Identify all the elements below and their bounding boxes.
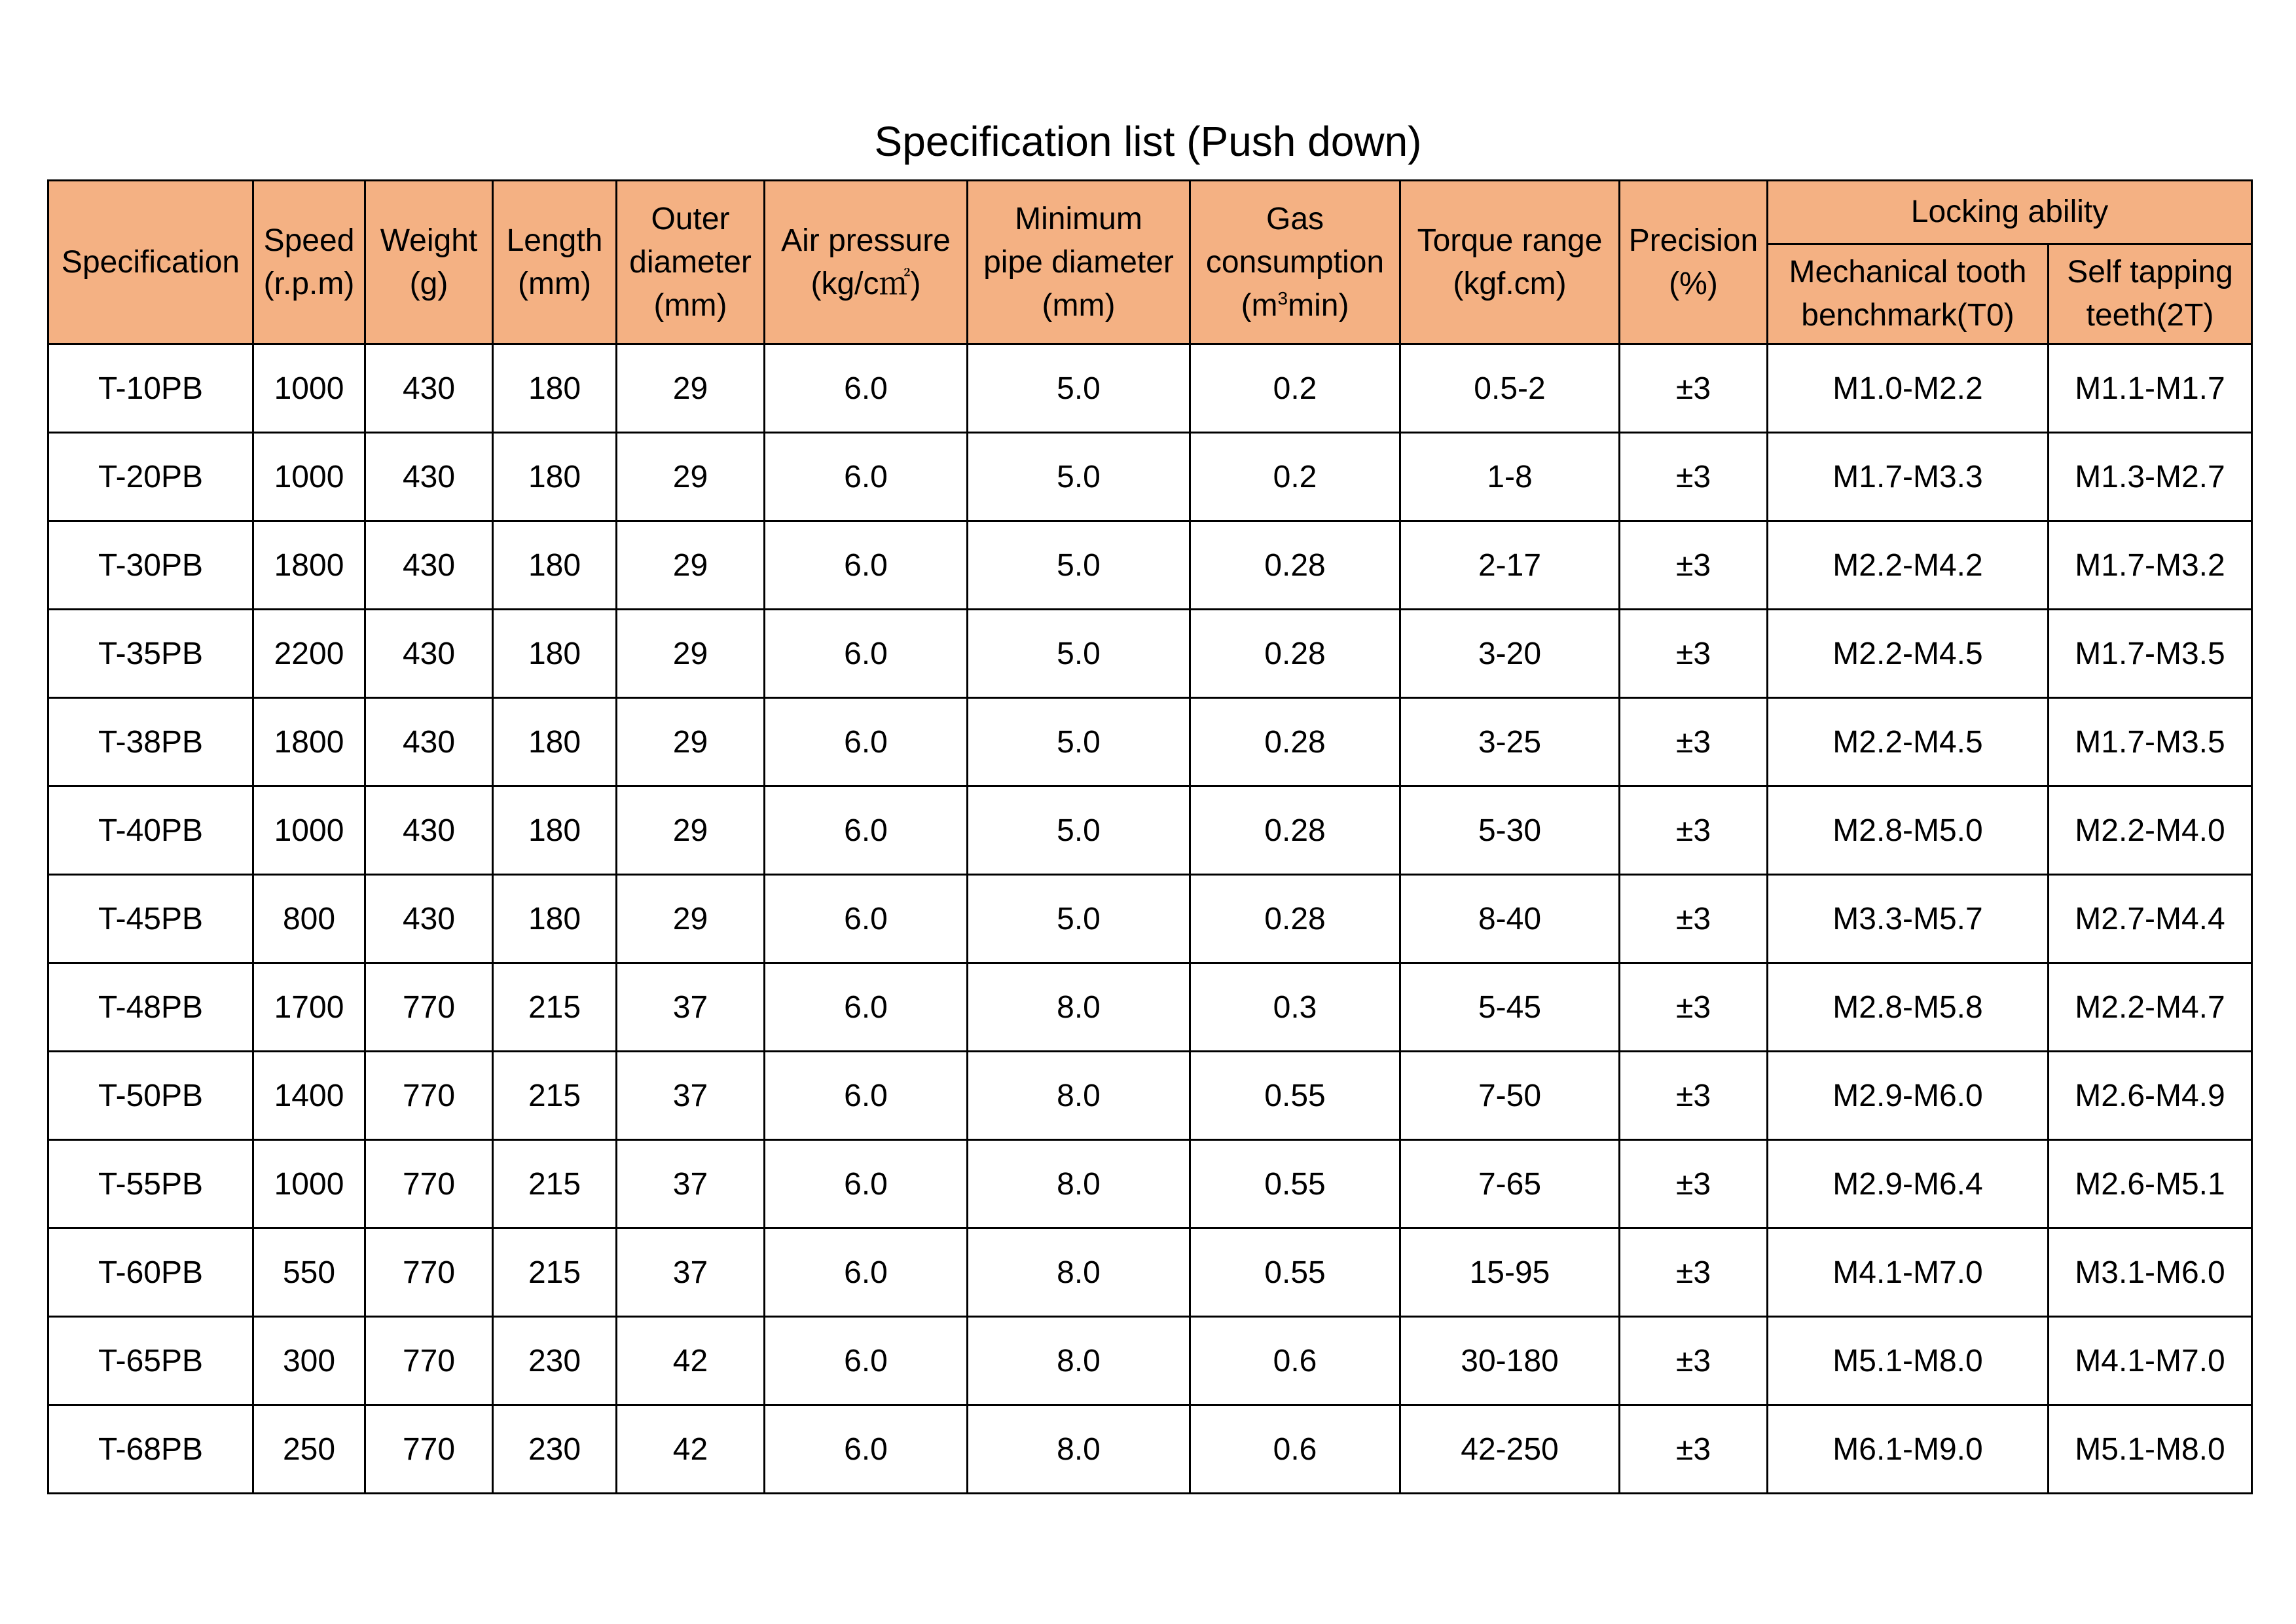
table-header	[48, 181, 2252, 344]
cell-outer-diameter: 37	[617, 963, 765, 1052]
cell-mechanical-tooth: M2.8-M5.8	[1768, 963, 2049, 1052]
cell-outer-diameter: 29	[617, 786, 765, 875]
cell-gas-consumption: 0.2	[1190, 433, 1400, 521]
cell-weight: 770	[365, 1140, 493, 1228]
cell-length: 215	[493, 1140, 617, 1228]
table-row	[48, 433, 2252, 521]
cell-speed: 1000	[253, 344, 365, 433]
table-body	[48, 344, 2252, 1494]
cell-mechanical-tooth: M6.1-M9.0	[1768, 1405, 2049, 1494]
cell-precision: ±3	[1620, 521, 1768, 610]
cell-speed: 550	[253, 1228, 365, 1317]
table-row	[48, 1405, 2252, 1494]
cell-speed: 1800	[253, 521, 365, 610]
cell-weight: 430	[365, 344, 493, 433]
table-row	[48, 698, 2252, 786]
header-outer-diameter: Outer diameter (mm)	[617, 181, 765, 344]
cell-length: 215	[493, 963, 617, 1052]
cell-self-tapping: M1.7-M3.5	[2049, 610, 2252, 698]
cell-minimum-pipe-diameter: 8.0	[968, 963, 1190, 1052]
cell-length: 230	[493, 1317, 617, 1405]
cell-minimum-pipe-diameter: 5.0	[968, 786, 1190, 875]
cell-length: 180	[493, 521, 617, 610]
cell-specification: T-20PB	[48, 433, 253, 521]
cell-minimum-pipe-diameter: 8.0	[968, 1317, 1190, 1405]
cell-torque-range: 7-50	[1400, 1052, 1620, 1140]
cell-specification: T-60PB	[48, 1228, 253, 1317]
header-self-tapping: Self tapping teeth(2T)	[2049, 244, 2252, 344]
cell-specification: T-40PB	[48, 786, 253, 875]
cell-torque-range: 0.5-2	[1400, 344, 1620, 433]
cell-length: 180	[493, 433, 617, 521]
cell-weight: 770	[365, 1405, 493, 1494]
cell-outer-diameter: 29	[617, 344, 765, 433]
cell-precision: ±3	[1620, 1405, 1768, 1494]
cell-specification: T-10PB	[48, 344, 253, 433]
cell-speed: 1000	[253, 433, 365, 521]
cell-air-pressure: 6.0	[765, 1140, 968, 1228]
cell-torque-range: 7-65	[1400, 1140, 1620, 1228]
cell-air-pressure: 6.0	[765, 875, 968, 963]
cell-precision: ±3	[1620, 963, 1768, 1052]
cell-torque-range: 15-95	[1400, 1228, 1620, 1317]
cell-precision: ±3	[1620, 786, 1768, 875]
cell-outer-diameter: 29	[617, 698, 765, 786]
cell-self-tapping: M1.7-M3.2	[2049, 521, 2252, 610]
cell-outer-diameter: 29	[617, 610, 765, 698]
cell-self-tapping: M3.1-M6.0	[2049, 1228, 2252, 1317]
cell-speed: 1700	[253, 963, 365, 1052]
cell-length: 215	[493, 1228, 617, 1317]
cell-torque-range: 2-17	[1400, 521, 1620, 610]
cell-mechanical-tooth: M4.1-M7.0	[1768, 1228, 2049, 1317]
cell-minimum-pipe-diameter: 5.0	[968, 610, 1190, 698]
cell-mechanical-tooth: M2.2-M4.5	[1768, 698, 2049, 786]
cell-weight: 430	[365, 698, 493, 786]
cell-weight: 770	[365, 1228, 493, 1317]
cell-mechanical-tooth: M2.9-M6.4	[1768, 1140, 2049, 1228]
cell-mechanical-tooth: M2.2-M4.5	[1768, 610, 2049, 698]
cell-length: 180	[493, 610, 617, 698]
cell-speed: 1000	[253, 786, 365, 875]
cell-gas-consumption: 0.28	[1190, 610, 1400, 698]
cell-speed: 800	[253, 875, 365, 963]
cell-mechanical-tooth: M3.3-M5.7	[1768, 875, 2049, 963]
header-locking-ability: Locking ability	[1768, 181, 2252, 244]
cell-minimum-pipe-diameter: 8.0	[968, 1052, 1190, 1140]
cell-air-pressure: 6.0	[765, 963, 968, 1052]
cell-weight: 430	[365, 521, 493, 610]
cell-outer-diameter: 42	[617, 1405, 765, 1494]
cell-mechanical-tooth: M2.2-M4.2	[1768, 521, 2049, 610]
header-air-pressure: Air pressure (kg/c㎡)	[765, 181, 968, 344]
cell-self-tapping: M1.7-M3.5	[2049, 698, 2252, 786]
cell-speed: 1800	[253, 698, 365, 786]
cell-gas-consumption: 0.28	[1190, 698, 1400, 786]
cell-precision: ±3	[1620, 1228, 1768, 1317]
cell-minimum-pipe-diameter: 5.0	[968, 698, 1190, 786]
cell-specification: T-68PB	[48, 1405, 253, 1494]
cell-speed: 250	[253, 1405, 365, 1494]
cell-gas-consumption: 0.28	[1190, 521, 1400, 610]
cell-precision: ±3	[1620, 344, 1768, 433]
cell-precision: ±3	[1620, 610, 1768, 698]
cell-self-tapping: M1.1-M1.7	[2049, 344, 2252, 433]
cell-air-pressure: 6.0	[765, 1405, 968, 1494]
cell-minimum-pipe-diameter: 8.0	[968, 1228, 1190, 1317]
cell-self-tapping: M2.2-M4.0	[2049, 786, 2252, 875]
table-row	[48, 1317, 2252, 1405]
cell-specification: T-48PB	[48, 963, 253, 1052]
cell-torque-range: 3-20	[1400, 610, 1620, 698]
cell-speed: 1400	[253, 1052, 365, 1140]
table-row	[48, 344, 2252, 433]
cell-self-tapping: M2.7-M4.4	[2049, 875, 2252, 963]
cell-air-pressure: 6.0	[765, 433, 968, 521]
cell-weight: 770	[365, 1052, 493, 1140]
cell-gas-consumption: 0.55	[1190, 1228, 1400, 1317]
cell-specification: T-38PB	[48, 698, 253, 786]
cell-self-tapping: M2.6-M5.1	[2049, 1140, 2252, 1228]
cell-self-tapping: M2.6-M4.9	[2049, 1052, 2252, 1140]
table-row	[48, 963, 2252, 1052]
cell-outer-diameter: 37	[617, 1228, 765, 1317]
cell-mechanical-tooth: M2.8-M5.0	[1768, 786, 2049, 875]
table-row	[48, 521, 2252, 610]
cell-minimum-pipe-diameter: 8.0	[968, 1140, 1190, 1228]
specification-table	[47, 179, 2253, 1494]
cell-mechanical-tooth: M1.7-M3.3	[1768, 433, 2049, 521]
cell-length: 180	[493, 786, 617, 875]
cell-gas-consumption: 0.55	[1190, 1140, 1400, 1228]
cell-air-pressure: 6.0	[765, 1317, 968, 1405]
cell-outer-diameter: 29	[617, 433, 765, 521]
header-precision: Precision (%)	[1620, 181, 1768, 344]
cell-precision: ±3	[1620, 433, 1768, 521]
page-title: Specification list (Push down)	[874, 118, 1422, 165]
cell-outer-diameter: 42	[617, 1317, 765, 1405]
cell-speed: 300	[253, 1317, 365, 1405]
cell-minimum-pipe-diameter: 5.0	[968, 344, 1190, 433]
cell-torque-range: 5-45	[1400, 963, 1620, 1052]
cell-specification: T-35PB	[48, 610, 253, 698]
cell-precision: ±3	[1620, 698, 1768, 786]
cell-minimum-pipe-diameter: 8.0	[968, 1405, 1190, 1494]
cell-gas-consumption: 0.55	[1190, 1052, 1400, 1140]
cell-air-pressure: 6.0	[765, 1228, 968, 1317]
cell-self-tapping: M2.2-M4.7	[2049, 963, 2252, 1052]
cell-weight: 430	[365, 875, 493, 963]
cell-torque-range: 42-250	[1400, 1405, 1620, 1494]
cell-outer-diameter: 29	[617, 521, 765, 610]
cell-specification: T-55PB	[48, 1140, 253, 1228]
table-row	[48, 786, 2252, 875]
header-specification: Specification	[48, 181, 253, 344]
cell-gas-consumption: 0.3	[1190, 963, 1400, 1052]
cell-gas-consumption: 0.28	[1190, 875, 1400, 963]
cell-length: 180	[493, 875, 617, 963]
cell-air-pressure: 6.0	[765, 521, 968, 610]
cell-outer-diameter: 29	[617, 875, 765, 963]
cell-weight: 430	[365, 610, 493, 698]
cell-self-tapping: M5.1-M8.0	[2049, 1405, 2252, 1494]
cell-precision: ±3	[1620, 1052, 1768, 1140]
cell-air-pressure: 6.0	[765, 1052, 968, 1140]
header-length: Length (mm)	[493, 181, 617, 344]
cell-gas-consumption: 0.2	[1190, 344, 1400, 433]
table-row	[48, 610, 2252, 698]
cell-specification: T-50PB	[48, 1052, 253, 1140]
cell-air-pressure: 6.0	[765, 698, 968, 786]
cell-minimum-pipe-diameter: 5.0	[968, 521, 1190, 610]
header-torque-range: Torque range (kgf.cm)	[1400, 181, 1620, 344]
cell-weight: 430	[365, 786, 493, 875]
table-row	[48, 875, 2252, 963]
cell-torque-range: 3-25	[1400, 698, 1620, 786]
cell-mechanical-tooth: M5.1-M8.0	[1768, 1317, 2049, 1405]
cell-specification: T-65PB	[48, 1317, 253, 1405]
cell-precision: ±3	[1620, 1317, 1768, 1405]
cell-self-tapping: M4.1-M7.0	[2049, 1317, 2252, 1405]
cell-specification: T-45PB	[48, 875, 253, 963]
table-row	[48, 1140, 2252, 1228]
cell-torque-range: 1-8	[1400, 433, 1620, 521]
cell-length: 180	[493, 698, 617, 786]
header-weight: Weight (g)	[365, 181, 493, 344]
cell-air-pressure: 6.0	[765, 610, 968, 698]
header-mechanical-tooth: Mechanical tooth benchmark(T0)	[1768, 244, 2049, 344]
cell-mechanical-tooth: M2.9-M6.0	[1768, 1052, 2049, 1140]
cell-torque-range: 8-40	[1400, 875, 1620, 963]
cell-self-tapping: M1.3-M2.7	[2049, 433, 2252, 521]
cell-speed: 1000	[253, 1140, 365, 1228]
cell-torque-range: 30-180	[1400, 1317, 1620, 1405]
header-gas-consumption: Gas consumption $(m^3\min)$	[1190, 181, 1400, 344]
cell-gas-consumption: 0.6	[1190, 1405, 1400, 1494]
cell-gas-consumption: 0.6	[1190, 1317, 1400, 1405]
cell-precision: ±3	[1620, 875, 1768, 963]
cell-minimum-pipe-diameter: 5.0	[968, 875, 1190, 963]
header-speed: Speed (r.p.m)	[253, 181, 365, 344]
cell-air-pressure: 6.0	[765, 344, 968, 433]
header-minimum-pipe-diameter: Minimum pipe diameter (mm)	[968, 181, 1190, 344]
cell-outer-diameter: 37	[617, 1052, 765, 1140]
cell-mechanical-tooth: M1.0-M2.2	[1768, 344, 2049, 433]
cell-weight: 770	[365, 963, 493, 1052]
cell-length: 180	[493, 344, 617, 433]
cell-outer-diameter: 37	[617, 1140, 765, 1228]
cell-gas-consumption: 0.28	[1190, 786, 1400, 875]
cell-precision: ±3	[1620, 1140, 1768, 1228]
cell-speed: 2200	[253, 610, 365, 698]
cell-minimum-pipe-diameter: 5.0	[968, 433, 1190, 521]
cell-weight: 430	[365, 433, 493, 521]
cell-torque-range: 5-30	[1400, 786, 1620, 875]
table-row	[48, 1228, 2252, 1317]
cell-length: 230	[493, 1405, 617, 1494]
cell-air-pressure: 6.0	[765, 786, 968, 875]
cell-length: 215	[493, 1052, 617, 1140]
cell-weight: 770	[365, 1317, 493, 1405]
table-row	[48, 1052, 2252, 1140]
cell-specification: T-30PB	[48, 521, 253, 610]
